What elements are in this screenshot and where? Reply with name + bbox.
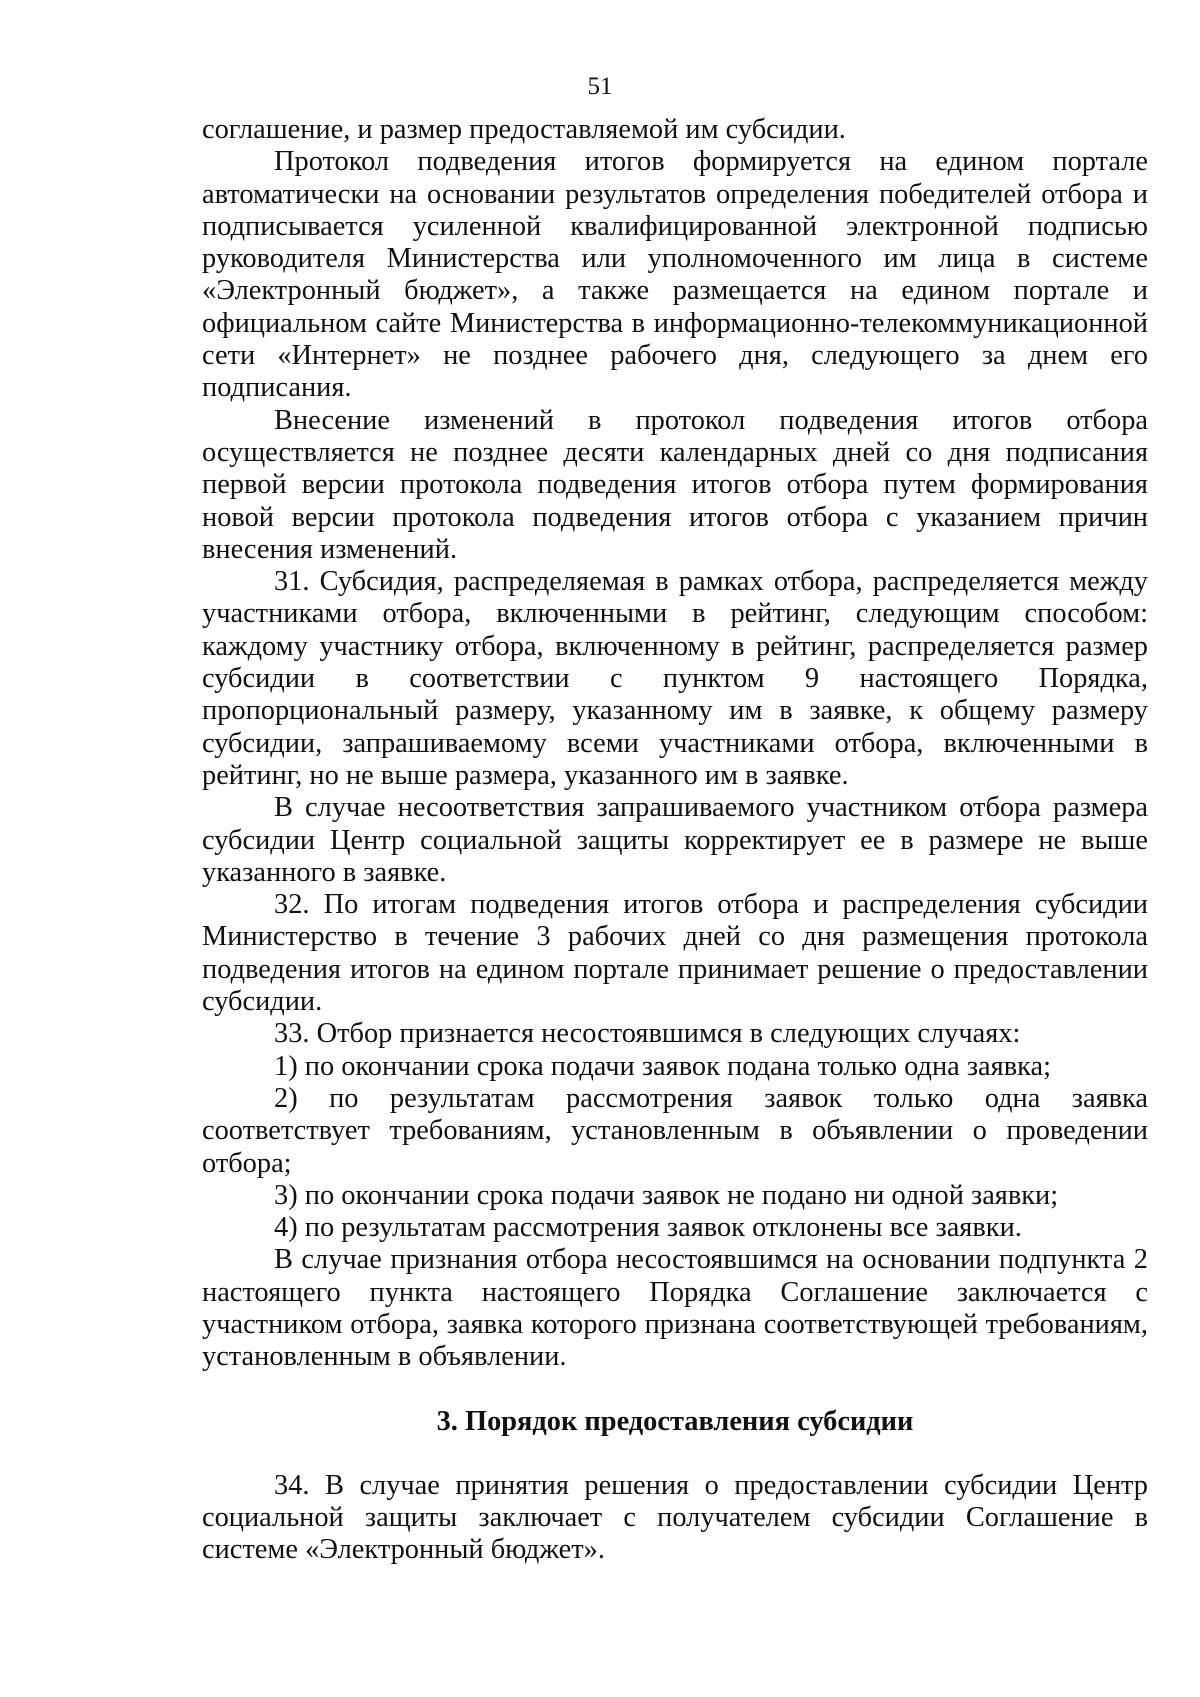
paragraph: 2) по результатам рассмотрения заявок только одна заявка соответствует требованиям, установленным в объявлении о проведении отбора;	[202, 1082, 1148, 1179]
page-number: 51	[587, 73, 613, 100]
paragraph: Внесение изменений в протокол подведения итогов отбора осуществляется не позднее десяти календарных дней со дня подписания первой версии протокола подведения итогов отбора путем формирования новой версии протокола подведения итогов отбора с указанием причин внесения изменений.	[202, 404, 1148, 565]
paragraph: В случае несоответствия запрашиваемого участником отбора размера субсидии Центр социальной защиты корректирует ее в размере не выше указанного в заявке.	[202, 792, 1148, 888]
section-heading: 3. Порядок предоставления субсидии	[436, 1405, 914, 1437]
paragraph: Протокол подведения итогов формируется на едином портале автоматически на основании результатов определения победителей отбора и подписывается усиленной квалифицированной электронной подписью руководителя Министерства или уполномоченного им лица в системе «Электронный бюджет», а также размещается на едином портале и официальном сайте Министерства в информационно-телекоммуникационной сети «Интернет» не позднее рабочего дня, следующего за днем его подписания.	[202, 146, 1148, 404]
paragraph: 1) по окончании срока подачи заявок подана только одна заявка;	[274, 1050, 1051, 1082]
paragraph: В случае признания отбора несостоявшимся на основании подпункта 2 настоящего пункта настоящего Порядка Соглашение заключается с участником отбора, заявка которого признана соответствующей требованиям, установленным в объявлении.	[202, 1244, 1148, 1373]
paragraph: соглашение, и размер предоставляемой им субсидии.	[202, 114, 846, 145]
paragraph: 33. Отбор признается несостоявшимся в следующих случаях:	[274, 1018, 1021, 1050]
paragraph: 34. В случае принятия решения о предоставлении субсидии Центр социальной защиты заключает с получателем субсидии Соглашение в системе «Электронный бюджет».	[202, 1469, 1148, 1566]
document-body	[202, 114, 1148, 1567]
paragraph: 31. Субсидия, распределяемая в рамках отбора, распределяется между участниками отбора, включенными в рейтинг, следующим способом: каждому участнику отбора, включенному в рейтинг, распределяется размер субсидии в соответствии с пунктом 9 настоящего Порядка, пропорциональный размеру, указанному им в заявке, к общему размеру субсидии, запрашиваемому всеми участниками отбора, включенными в рейтинг, но не выше размера, указанного им в заявке.	[202, 566, 1148, 791]
paragraph: 4) по результатам рассмотрения заявок отклонены все заявки.	[274, 1212, 1022, 1244]
paragraph: 32. По итогам подведения итогов отбора и распределения субсидии Министерство в течение 3 рабочих дней со дня размещения протокола подведения итогов на едином портале принимает решение о предоставлении субсидии.	[202, 889, 1148, 1018]
paragraph: 3) по окончании срока подачи заявок не подано ни одной заявки;	[274, 1179, 1059, 1211]
